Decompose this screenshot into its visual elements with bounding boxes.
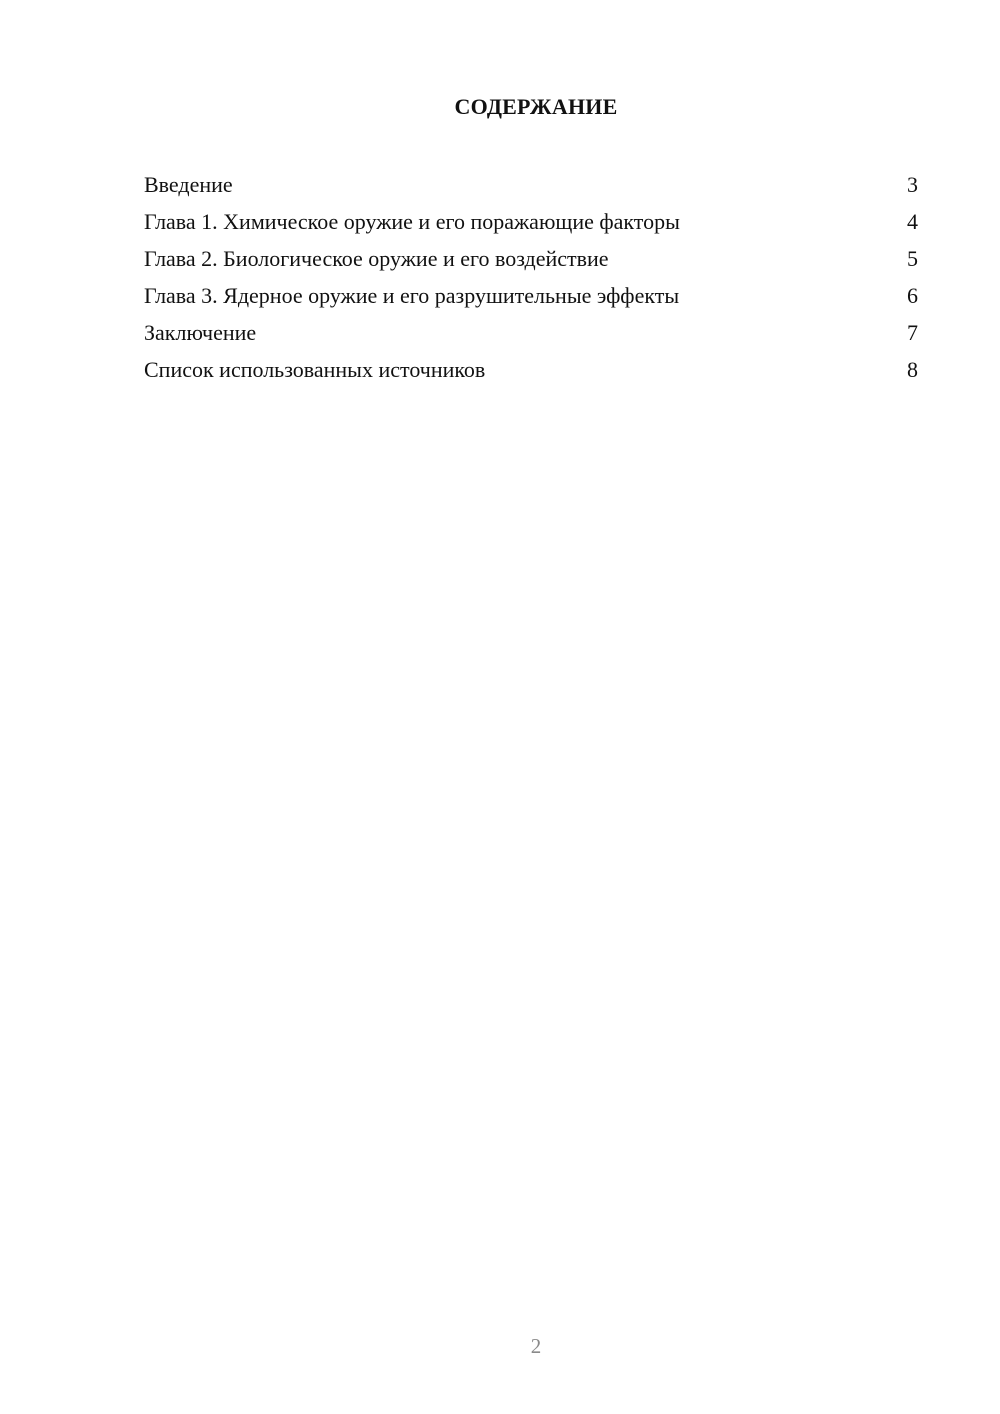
toc-entry-title: Глава 3. Ядерное оружие и его разрушительные эффекты [144,283,680,308]
toc-entry-chapter-1 [144,207,918,244]
toc-entry-chapter-3 [144,281,918,318]
toc-entry-page: 8 [907,357,918,382]
toc-entry-chapter-2 [144,244,918,281]
table-of-contents [144,170,918,392]
toc-entry-title: Список использованных источников [144,357,486,382]
toc-entry-page: 4 [907,209,918,234]
toc-entry-title: Введение [144,172,233,197]
page-number: 2 [530,1334,542,1358]
toc-entry-page: 3 [907,172,918,197]
toc-entry-page: 5 [907,246,918,271]
toc-entry-page: 6 [907,283,918,308]
toc-entry-page: 7 [907,320,918,345]
toc-entry-conclusion [144,318,918,355]
toc-entry-title: Глава 2. Биологическое оружие и его воздействие [144,246,609,271]
toc-entry-title: Заключение [144,320,257,345]
toc-entry-references [144,355,918,392]
toc-entry-introduction [144,170,918,207]
page-title: СОДЕРЖАНИЕ [454,94,618,119]
toc-entry-title: Глава 1. Химическое оружие и его поражающие факторы [144,209,680,234]
